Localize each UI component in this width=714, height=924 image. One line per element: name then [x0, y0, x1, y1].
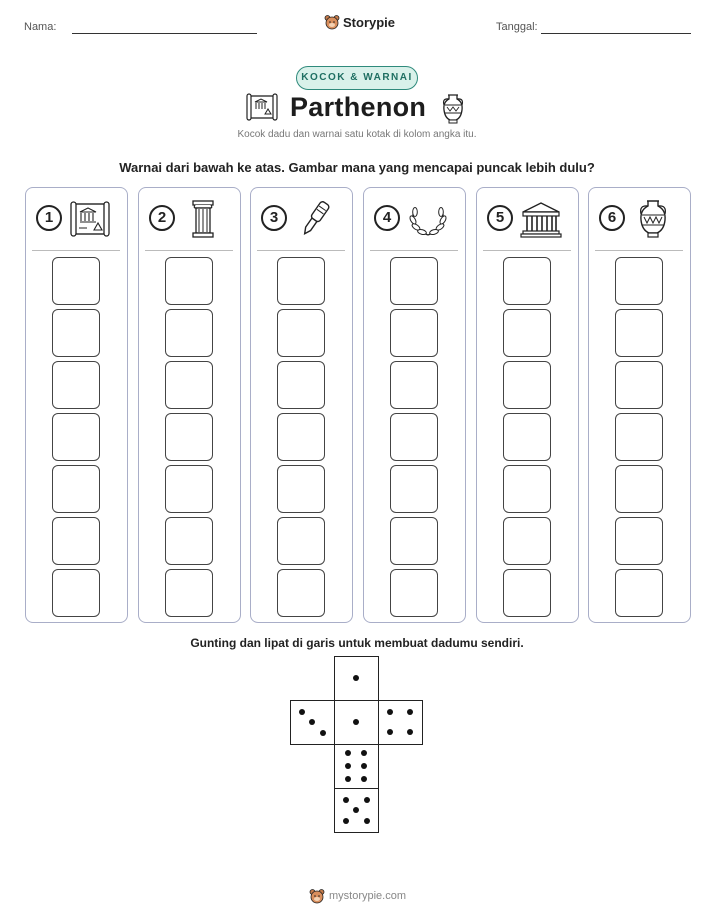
color-box[interactable]	[615, 569, 663, 617]
color-box[interactable]	[165, 517, 213, 565]
die-pip	[320, 730, 326, 736]
column-5	[476, 187, 579, 623]
color-box[interactable]	[277, 361, 325, 409]
die-pip	[299, 709, 305, 715]
color-box[interactable]	[165, 569, 213, 617]
color-box[interactable]	[390, 309, 438, 357]
die-pip	[407, 709, 413, 715]
column-1	[25, 187, 128, 623]
color-box[interactable]	[390, 465, 438, 513]
die-pip	[387, 729, 393, 735]
die-pip	[309, 719, 315, 725]
coloring-instruction: Warnai dari bawah ke atas. Gambar mana yang mencapai puncak lebih dulu?	[119, 160, 595, 175]
die-face-3	[290, 700, 335, 745]
color-box[interactable]	[615, 309, 663, 357]
footer-brand	[309, 888, 406, 904]
die-face-6	[334, 744, 379, 789]
column-header	[487, 198, 571, 242]
laurel-wreath-icon	[407, 198, 449, 240]
footer-url: mystorypie.com	[329, 890, 407, 902]
column-4	[363, 187, 466, 623]
color-box[interactable]	[503, 309, 551, 357]
bear-mascot-icon	[309, 888, 325, 904]
color-box[interactable]	[277, 569, 325, 617]
column-header	[374, 198, 458, 242]
column-header	[261, 198, 345, 242]
color-box[interactable]	[52, 569, 100, 617]
column-header	[599, 198, 683, 242]
die-pip	[353, 807, 359, 813]
color-box[interactable]	[277, 413, 325, 461]
color-box[interactable]	[52, 413, 100, 461]
date-line[interactable]	[541, 33, 691, 34]
column-divider	[370, 250, 458, 251]
column-6	[588, 187, 691, 623]
chisel-icon	[294, 198, 336, 240]
column-2	[138, 187, 241, 623]
color-box[interactable]	[165, 309, 213, 357]
color-box[interactable]	[52, 361, 100, 409]
column-divider	[595, 250, 683, 251]
temple-icon	[520, 198, 562, 240]
die-pip	[364, 818, 370, 824]
column-header	[36, 198, 120, 242]
column-3	[250, 187, 353, 623]
die-instruction: Gunting dan lipat di garis untuk membuat dadumu sendiri.	[190, 636, 524, 650]
die-pip	[387, 709, 393, 715]
color-box[interactable]	[165, 413, 213, 461]
color-box[interactable]	[165, 257, 213, 305]
color-box[interactable]	[503, 361, 551, 409]
color-box[interactable]	[615, 257, 663, 305]
bear-mascot-icon	[324, 14, 340, 30]
die-pip	[353, 719, 359, 725]
column-number: 3	[261, 205, 287, 231]
column-divider	[257, 250, 345, 251]
color-box[interactable]	[615, 361, 663, 409]
color-box[interactable]	[52, 465, 100, 513]
column-icon	[182, 198, 224, 240]
die-pip	[364, 797, 370, 803]
die-face-1	[334, 656, 379, 701]
color-box[interactable]	[390, 413, 438, 461]
color-box[interactable]	[390, 517, 438, 565]
color-box[interactable]	[390, 361, 438, 409]
column-number: 6	[599, 205, 625, 231]
blueprint-icon	[69, 198, 111, 240]
color-box[interactable]	[165, 361, 213, 409]
column-header	[149, 198, 233, 242]
color-box[interactable]	[503, 413, 551, 461]
color-box[interactable]	[277, 465, 325, 513]
color-box[interactable]	[390, 569, 438, 617]
color-box[interactable]	[52, 517, 100, 565]
color-box[interactable]	[615, 413, 663, 461]
color-box[interactable]	[503, 569, 551, 617]
die-face-4	[378, 700, 423, 745]
column-divider	[483, 250, 571, 251]
date-label: Tanggal:	[496, 21, 538, 33]
color-box[interactable]	[615, 465, 663, 513]
color-box[interactable]	[277, 517, 325, 565]
color-box[interactable]	[503, 465, 551, 513]
die-pip	[343, 818, 349, 824]
color-box[interactable]	[390, 257, 438, 305]
blueprint-icon	[246, 93, 278, 123]
die-pip	[343, 797, 349, 803]
column-divider	[145, 250, 233, 251]
amphora-icon	[632, 198, 674, 240]
page-title: Parthenon	[290, 92, 427, 122]
color-box[interactable]	[277, 257, 325, 305]
column-divider	[32, 250, 120, 251]
name-line[interactable]	[72, 33, 257, 34]
die-face-5	[334, 788, 379, 833]
brand-name: Storypie	[343, 14, 396, 30]
color-box[interactable]	[277, 309, 325, 357]
name-label: Nama:	[24, 21, 57, 33]
die-pip	[353, 675, 359, 681]
die-pip	[345, 776, 351, 782]
die-pip	[361, 763, 367, 769]
color-box[interactable]	[52, 309, 100, 357]
brand-logo	[324, 14, 395, 30]
page-subtitle: Kocok dadu dan warnai satu kotak di kolom angka itu.	[237, 129, 477, 140]
column-number: 4	[374, 205, 400, 231]
column-number: 2	[149, 205, 175, 231]
color-box[interactable]	[615, 517, 663, 565]
column-number: 1	[36, 205, 62, 231]
die-pip	[407, 729, 413, 735]
amphora-icon	[440, 92, 466, 124]
color-box[interactable]	[503, 517, 551, 565]
activity-badge: KOCOK & WARNAI	[296, 66, 418, 90]
color-box[interactable]	[52, 257, 100, 305]
die-pip	[345, 750, 351, 756]
die-pip	[345, 763, 351, 769]
die-pip	[361, 750, 367, 756]
color-box[interactable]	[165, 465, 213, 513]
column-number: 5	[487, 205, 513, 231]
color-box[interactable]	[503, 257, 551, 305]
die-face-1	[334, 700, 379, 745]
die-pip	[361, 776, 367, 782]
